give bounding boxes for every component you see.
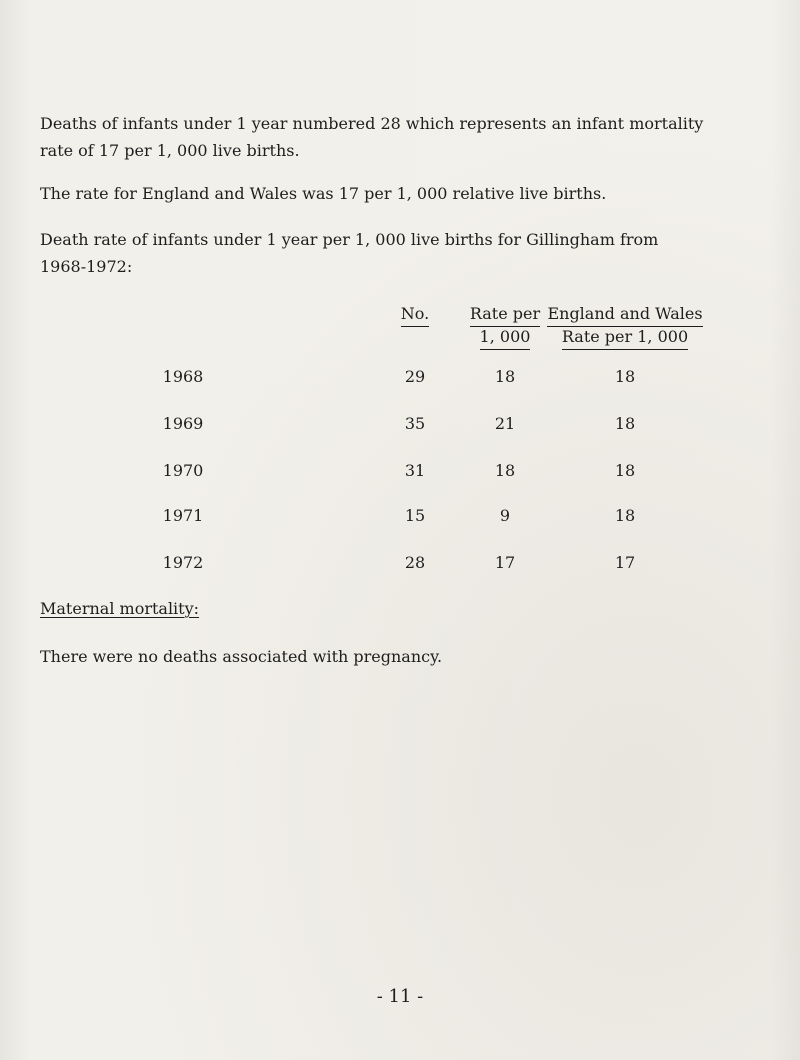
death-rate-intro-paragraph: [40, 226, 658, 280]
year-cell: 1970: [162, 461, 204, 480]
england-wales-rate-cell: 17: [614, 553, 636, 572]
maternal-mortality-paragraph: There were no deaths associated with pregnancy.: [40, 647, 443, 666]
column-header-rate-text-1: Rate per: [470, 303, 540, 327]
england-wales-rate-cell: 18: [614, 506, 636, 525]
count-cell: 28: [404, 553, 426, 572]
column-header-no-text: No.: [401, 303, 429, 327]
year-cell: 1971: [162, 506, 204, 525]
rate-cell: 18: [494, 367, 516, 386]
table-row: [0, 551, 800, 575]
death-rate-intro-line-2: 1968-1972:: [40, 257, 133, 276]
rate-cell: 17: [494, 553, 516, 572]
england-wales-rate-cell: 18: [614, 367, 636, 386]
england-wales-rate-cell: 18: [614, 461, 636, 480]
page-number: - 11 -: [376, 986, 424, 1007]
infant-deaths-line-1: Deaths of infants under 1 year numbered 28 which represents an infant mortality: [40, 114, 704, 133]
infant-deaths-line-2: rate of 17 per 1, 000 live births.: [40, 141, 300, 160]
table-row: [0, 365, 800, 389]
column-header-rate-text-2: 1, 000: [480, 326, 531, 350]
england-wales-rate-cell: 18: [614, 414, 636, 433]
column-header-no: [385, 303, 445, 327]
column-header-england-wales-text-1: England and Wales: [547, 303, 702, 327]
table-row: [0, 459, 800, 483]
count-cell: 29: [404, 367, 426, 386]
table-row: [0, 412, 800, 436]
rate-cell: 18: [494, 461, 516, 480]
count-cell: 15: [404, 506, 426, 525]
infant-deaths-paragraph: [40, 110, 703, 164]
count-cell: 31: [404, 461, 426, 480]
table-row: [0, 504, 800, 528]
year-cell: 1968: [162, 367, 204, 386]
death-rate-intro-line-1: Death rate of infants under 1 year per 1, 000 live births for Gillingham from: [40, 230, 659, 249]
year-cell: 1969: [162, 414, 204, 433]
count-cell: 35: [404, 414, 426, 433]
maternal-mortality-heading: Maternal mortality:: [40, 599, 200, 618]
column-header-england-wales-line-2: [520, 326, 730, 350]
year-cell: 1972: [162, 553, 204, 572]
england-wales-rate-paragraph: The rate for England and Wales was 17 per 1, 000 relative live births.: [40, 184, 607, 203]
column-header-england-wales-line-1: [520, 303, 730, 327]
rate-cell: 9: [499, 506, 511, 525]
column-header-england-wales-text-2: Rate per 1, 000: [562, 326, 688, 350]
rate-cell: 21: [494, 414, 516, 433]
